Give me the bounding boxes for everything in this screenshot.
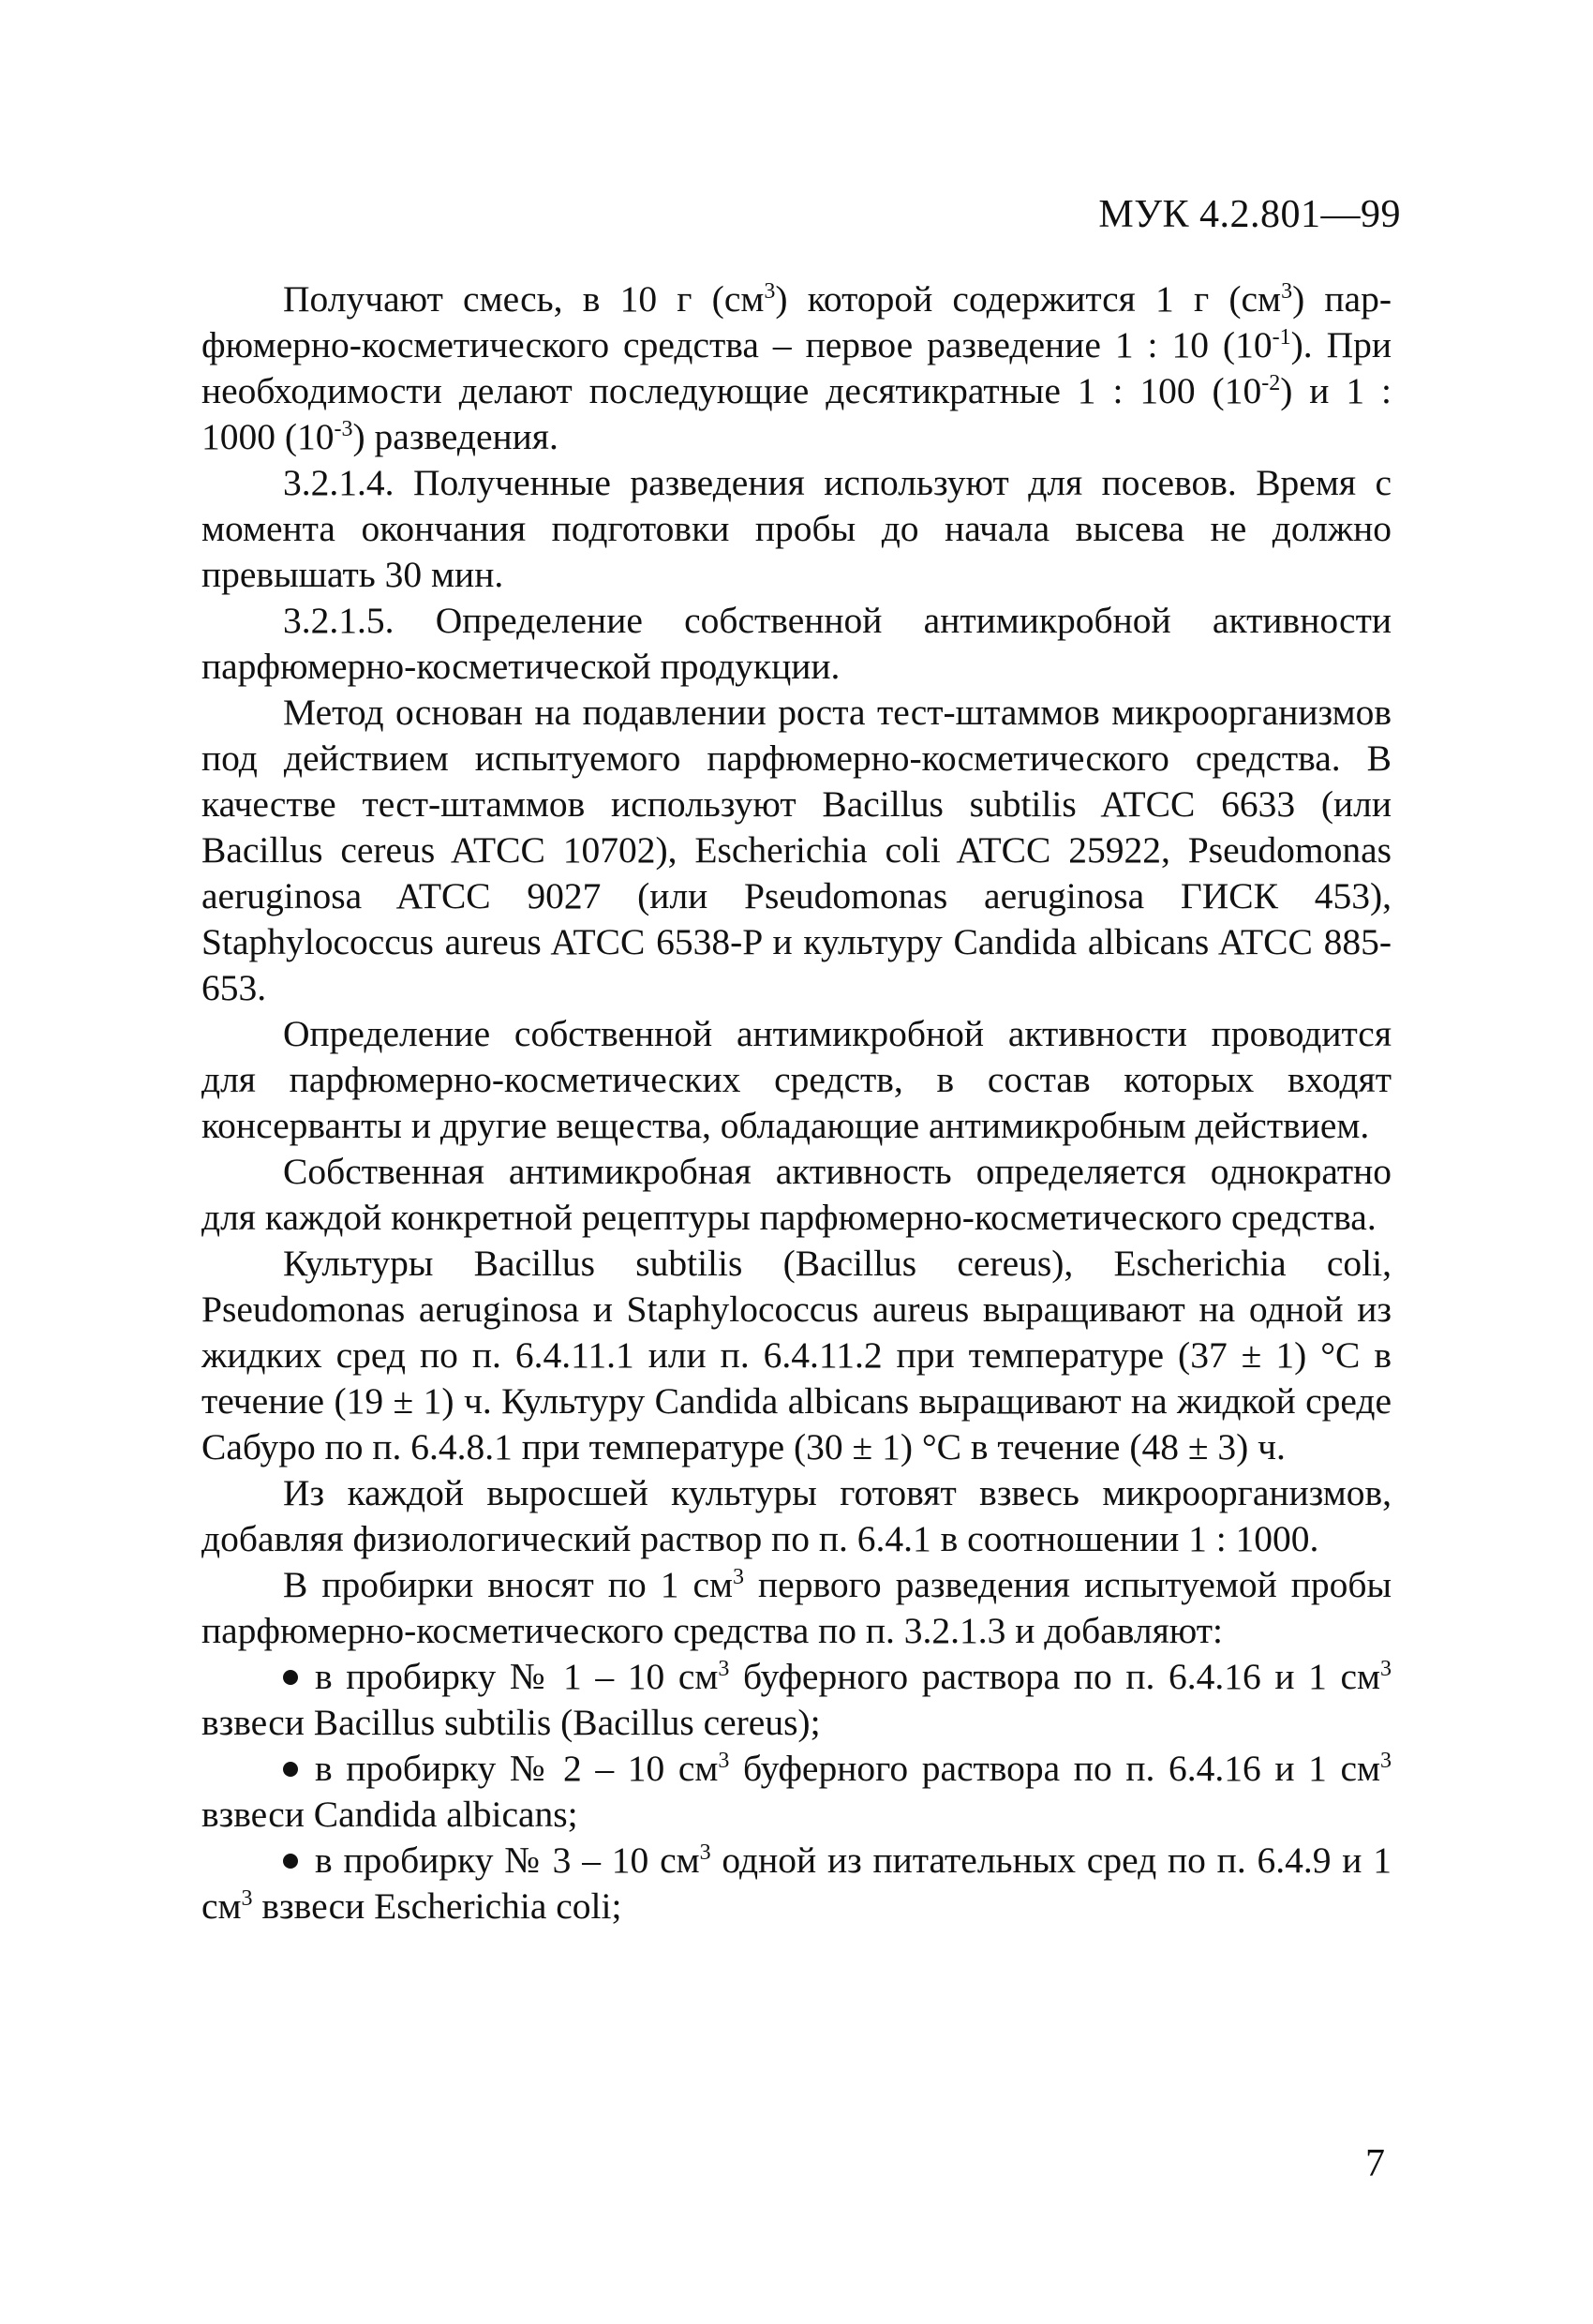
text-run: первого разведения испытуемой пробы парфюмерно-косметического средства по п. 3.2.1.3 и добавляют: [201, 1564, 1392, 1651]
superscript: 3 [1380, 1749, 1392, 1773]
text-run: в пробирку № 2 – 10 см [315, 1748, 719, 1789]
superscript: 3 [718, 1749, 730, 1773]
paragraph-method-description: Метод основан на подавлении роста тест-штаммов микроорганизмов под действием испытуемого парфюмерно-косметического средства. В качестве тест-штаммов используют Bacillus subtilis ATCC 6633 (или Bacillus cereus ATCC 10702), Escherichia coli ATCC 25922, Pseudomonas aeruginosa ATCC 9027 (или Pseudomonas aeruginosa ГИСК 453), Staphylococcus aureus ATCC 6538-P и культуру Candida albicans ATCC 885-653. [201, 692, 1392, 1008]
text-run: В пробирки вносят по 1 см [283, 1564, 734, 1605]
text-run: ) и 1 : 1000 (10 [201, 370, 1392, 457]
text-run: ) парфюмерно-косметического средства – первое разведение 1 : 10 (10 [201, 278, 1392, 365]
bullet-dot-icon [283, 1854, 298, 1869]
text-run: в пробирку № 3 – 10 см [315, 1840, 700, 1881]
superscript: -3 [334, 417, 353, 441]
bullet-item-tube-1 [201, 1654, 1392, 1746]
text-run: буферного раствора по п. 6.4.16 и 1 см [729, 1748, 1380, 1789]
superscript: 3 [733, 1565, 745, 1589]
paragraph-culture-growth: Культуры Bacillus subtilis (Bacillus cereus), Escherichia coli, Pseudomonas aeruginosa и Staphylococcus aureus выращивают на одной из жидких сред по п. 6.4.11.1 или п. 6.4.11.2 при температуре (37 ± 1) °С в течение (19 ± 1) ч. Культуру Candida albicans выращивают на жидкой среде Сабуро по п. 6.4.8.1 при температуре (30 ± 1) °С в течение (48 ± 3) ч. [201, 1243, 1392, 1467]
paragraph-suspension-prep: Из каждой выросшей культуры готовят взвесь микроорганизмов, добавляя физиологический раствор по п. 6.4.1 в соотношении 1 : 1000. [201, 1472, 1392, 1559]
superscript: 3 [1380, 1657, 1392, 1681]
superscript: 3 [718, 1657, 730, 1681]
page-number: 7 [1365, 2142, 1385, 2185]
text-run: взвеси Bacillus subtilis (Bacillus cereus); [201, 1702, 821, 1743]
paragraph-dilution-prep [201, 276, 1392, 460]
paragraph-3-2-1-4: 3.2.1.4. Полученные разведения используют для посевов. Время с момента окончания подготовки пробы до начала высева не должно превышать 30 мин. [201, 462, 1392, 595]
document-code-header: МУК 4.2.801—99 [1098, 193, 1401, 236]
paragraph-3-2-1-5: 3.2.1.5. Определение собственной антимикробной активности парфюмерно-косметической продукции. [201, 600, 1392, 687]
paragraph-tube-loading [201, 1562, 1392, 1654]
text-run: в пробирку № 1 – 10 см [315, 1656, 719, 1697]
superscript: 3 [1281, 279, 1293, 304]
text-run: взвеси Escherichia coli; [252, 1885, 622, 1927]
bullet-dot-icon [283, 1670, 298, 1685]
text-run: ) разведения. [352, 416, 558, 457]
text-run: одной из питательных сред по п. 6.4.9 и 1 см [201, 1840, 1392, 1927]
text-run: Получают смесь, в 10 г (см [283, 278, 765, 320]
superscript: -1 [1272, 325, 1291, 350]
superscript: 3 [241, 1886, 253, 1911]
text-run: буферного раствора по п. 6.4.16 и 1 см [729, 1656, 1380, 1697]
superscript: 3 [764, 279, 776, 304]
document-body [201, 276, 1392, 1929]
bullet-item-tube-3 [201, 1838, 1392, 1929]
paragraph-single-determination: Собственная антимикробная активность определяется однократно для каждой конкретной рецептуры парфюмерно-косметического средства. [201, 1151, 1392, 1238]
superscript: 3 [699, 1840, 711, 1865]
bullet-item-tube-2 [201, 1746, 1392, 1838]
paragraph-determination-scope: Определение собственной антимикробной активности проводится для парфюмерно-косметических средств, в состав которых входят консерванты и другие вещества, обладающие антимикробным действием. [201, 1013, 1392, 1146]
bullet-dot-icon [283, 1762, 298, 1777]
text-run: ) которой содержится 1 г (см [775, 278, 1282, 320]
superscript: -2 [1261, 371, 1281, 395]
text-run: ). При необходимости делают последующие десятикратные 1 : 100 (10 [201, 324, 1392, 411]
text-run: взвеси Candida albicans; [201, 1794, 578, 1835]
